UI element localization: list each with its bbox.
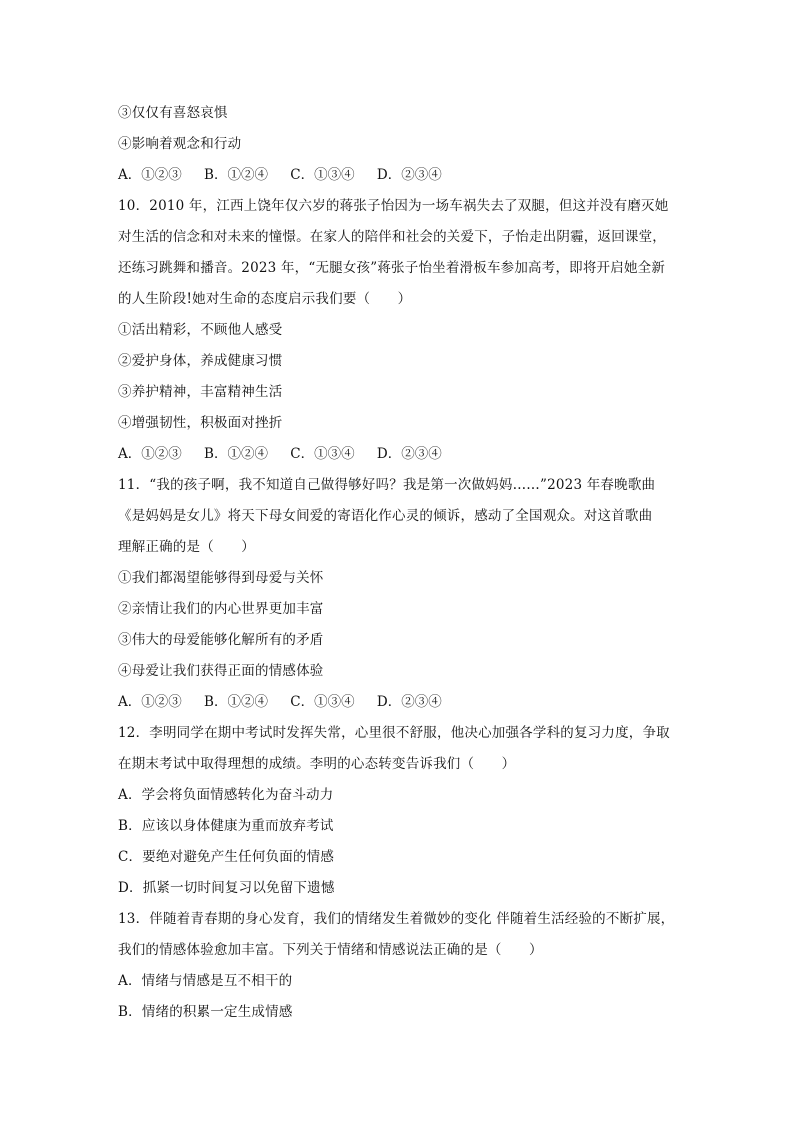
option-line: ②亲情让我们的内心世界更加丰富 — [118, 601, 324, 617]
option-line: ④影响着观念和行动 — [118, 136, 242, 152]
choice-a: A．①②③ — [118, 694, 182, 710]
question-11-stem: 理解正确的是（ ） — [118, 539, 255, 555]
choice-b: B．①②④ — [204, 446, 268, 462]
option-line: ③仅仅有喜怒哀惧 — [118, 105, 228, 121]
option-line: D．抓紧一切时间复习以免留下遗憾 — [118, 880, 335, 896]
question-10-stem: 还练习跳舞和播音。2023 年，“无腿女孩”蒋张子怡坐着滑板车参加高考，即将开启她全新 — [118, 260, 666, 276]
option-line: ③养护精神，丰富精神生活 — [118, 384, 283, 400]
choice-d: D．②③④ — [376, 446, 442, 462]
answer-choices — [118, 439, 678, 470]
choice-b: B．①②④ — [204, 167, 268, 183]
option-line: ④母爱让我们获得正面的情感体验 — [118, 663, 324, 679]
answer-choices — [118, 687, 678, 718]
choice-c: C．①③④ — [290, 446, 355, 462]
option-line: A．学会将负面情感转化为奋斗动力 — [118, 787, 334, 803]
question-12-stem: 12．李明同学在期中考试时发挥失常，心里很不舒服，他决心加强各学科的复习力度，争取 — [118, 725, 670, 741]
choice-a: A．①②③ — [118, 167, 182, 183]
question-13-stem: 13．伴随着青春期的身心发育，我们的情绪发生着微妙的变化 伴随着生活经验的不断扩展， — [118, 911, 675, 927]
question-13-stem: 我们的情感体验愈加丰富。下列关于情绪和情感说法正确的是（ ） — [118, 942, 543, 958]
option-line: ①活出精彩，不顾他人感受 — [118, 322, 283, 338]
option-line: ③伟大的母爱能够化解所有的矛盾 — [118, 632, 324, 648]
option-line: B．应该以身体健康为重而放弃考试 — [118, 818, 334, 834]
choice-d: D．②③④ — [376, 167, 442, 183]
answer-choices — [118, 160, 678, 191]
question-10-stem: 对生活的信念和对未来的憧憬。在家人的陪伴和社会的关爱下，子怡走出阴霾，返回课堂， — [118, 229, 666, 245]
choice-d: D．②③④ — [376, 694, 442, 710]
question-12-stem: 在期末考试中取得理想的成绩。李明的心态转变告诉我们（ ） — [118, 756, 516, 772]
option-line: ②爱护身体，养成健康习惯 — [118, 353, 283, 369]
option-line: ①我们都渴望能够得到母爱与关怀 — [118, 570, 324, 586]
option-line: A．情绪与情感是互不相干的 — [118, 973, 293, 989]
choice-c: C．①③④ — [290, 694, 355, 710]
question-11-stem: 《是妈妈是女儿》将天下母女间爱的寄语化作心灵的倾诉，感动了全国观众。对这首歌曲 — [118, 508, 653, 524]
question-10-stem: 的人生阶段!她对生命的态度启示我们要（ ） — [118, 291, 412, 307]
choice-b: B．①②④ — [204, 694, 268, 710]
question-11-stem: 11．“我的孩子啊，我不知道自己做得够好吗？我是第一次做妈妈……”2023 年春晚歌曲 — [118, 477, 656, 493]
option-line: B．情绪的积累一定生成情感 — [118, 1004, 293, 1020]
choice-c: C．①③④ — [290, 167, 355, 183]
question-10-stem: 10．2010 年，江西上饶年仅六岁的蒋张子怡因为一场车祸失去了双腿，但这并没有磨灭她 — [118, 198, 669, 214]
exam-page — [118, 98, 678, 1028]
choice-a: A．①②③ — [118, 446, 182, 462]
option-line: C．要绝对避免产生任何负面的情感 — [118, 849, 335, 865]
option-line: ④增强韧性，积极面对挫折 — [118, 415, 283, 431]
